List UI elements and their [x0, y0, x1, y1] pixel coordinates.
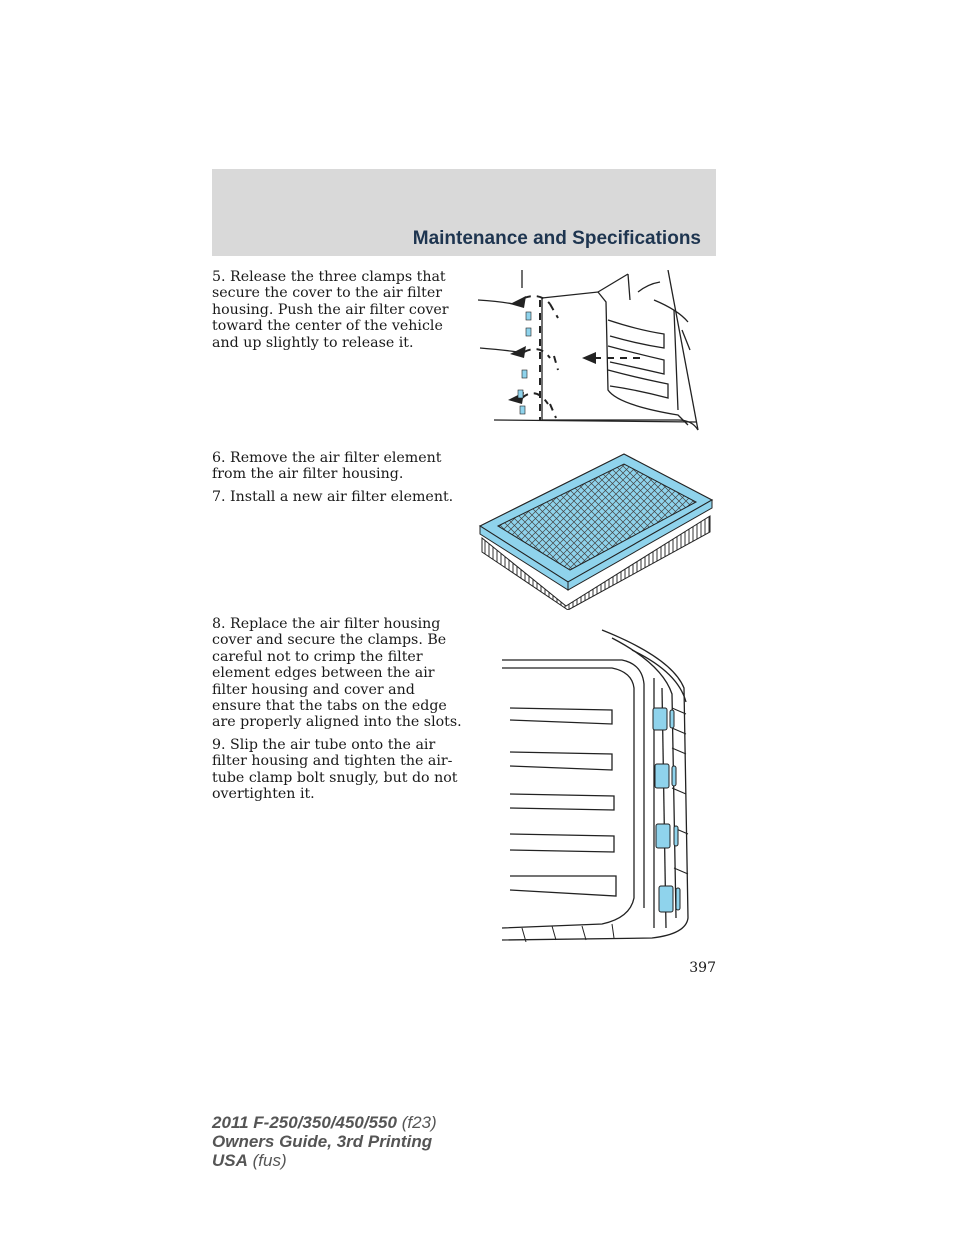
section-title: Maintenance and Specifications: [412, 228, 701, 249]
housing-cover-installation-illustration: [502, 628, 694, 942]
footer-model: 2011 F-250/350/450/550: [212, 1113, 397, 1132]
footer-region-code: (fus): [252, 1151, 287, 1170]
air-filter-element-illustration: [476, 452, 714, 610]
footer-model-code: (f23): [401, 1113, 437, 1132]
footer-guide: Owners Guide, 3rd Printing: [212, 1132, 433, 1151]
step-8-text: 8. Replace the air filter housing cover and secure the clamps. Be careful not to crimp the filter element edges between the air filter housing and cover and ensure that the tabs on the edge are properly aligned into the slots.: [212, 616, 462, 731]
page-number: 397: [689, 960, 716, 976]
document-footer: [212, 1113, 437, 1170]
footer-region: USA: [212, 1151, 248, 1170]
step-9-text: 9. Slip the air tube onto the air filter housing and tighten the air-tube clamp bolt snugly, but do not overtighten it.: [212, 737, 458, 803]
step-7-text: 7. Install a new air filter element.: [212, 489, 454, 505]
clamp-release-illustration: [478, 270, 704, 436]
section-header: [212, 169, 716, 256]
step-5-text: 5. Release the three clamps that secure the cover to the air filter housing. Push the air filter cover toward the center of the vehicle and up slightly to release it.: [212, 269, 449, 351]
step-6-text: 6. Remove the air filter element from the air filter housing.: [212, 450, 442, 483]
